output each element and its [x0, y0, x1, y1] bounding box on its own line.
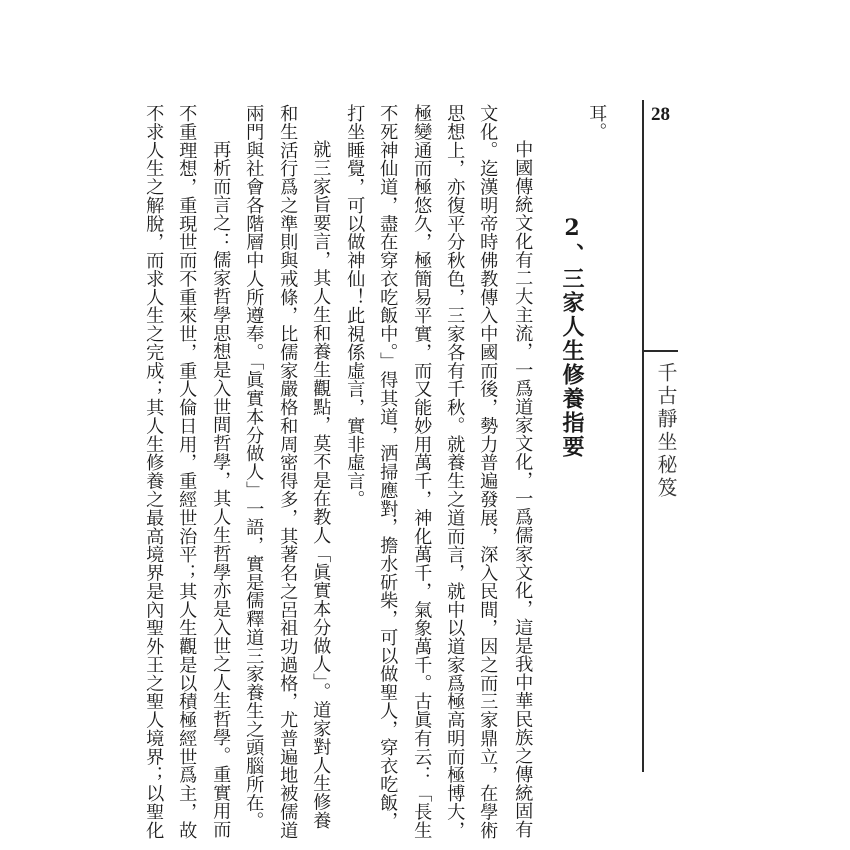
text-column-7: 打坐睡覺，可以做神仙！此視係虛言，實非虛言。	[344, 104, 366, 509]
section-heading: 2、三家人生修養指要	[559, 215, 585, 459]
text-column-11: 再析而言之：儒家哲學思想是入世間哲學，其人生哲學亦是入世之人生哲學。重實用而	[210, 140, 232, 839]
text-column-4: 思想上，亦復平分秋色，三家各有千秋。就養生之道而言，就中以道家爲極高明而極博大，	[444, 104, 466, 840]
text-column-9: 和生活行爲之準則與戒條，比儒家嚴格和周密得多，其著名之呂祖功過格，尤普遍地被儒道	[277, 104, 299, 840]
margin-rule-horizontal	[642, 350, 678, 352]
text-column-6: 不死神仙道，盡在穿衣吃飯中。」得其道，洒掃應對，擔水斫柴，可以做聖人，穿衣吃飯，	[377, 104, 399, 831]
text-column-2: 中國傳統文化有二大主流，一爲道家文化，一爲儒家文化，這是我中華民族之傳統固有	[512, 140, 534, 839]
running-title: 千古靜坐秘笈	[654, 362, 678, 500]
page-number: 28	[651, 104, 670, 125]
text-column-10: 兩門與社會各階層中人所遵奉。「眞實本分做人」一語，實是儒釋道三家養生之頭腦所在。	[243, 104, 265, 831]
text-column-13: 不求人生之解脫，而求人生之完成；其人生修養之最高境界是內聖外王之聖人境界；以聖化	[143, 104, 165, 840]
text-column-8: 就三家旨要言，其人生和養生觀點，莫不是在教人「眞實本分做人」。道家對人生修養	[310, 140, 332, 830]
text-column-5: 極變通而極悠久，極簡易平實，而又能妙用萬千，神化萬千，氣象萬千。古眞有云：「長生	[411, 104, 433, 840]
text-column-1: 耳。	[586, 104, 608, 141]
text-column-12: 不重理想，重現世而不重來世，重人倫日用，重經世治平；其人生觀是以積極經世爲主，故	[176, 104, 198, 840]
margin-rule-vertical	[642, 100, 644, 772]
text-column-3: 文化。迄漢明帝時佛教傳入中國而後，勢力普遍發展，深入民間，因之而三家鼎立，在學術	[477, 104, 499, 840]
